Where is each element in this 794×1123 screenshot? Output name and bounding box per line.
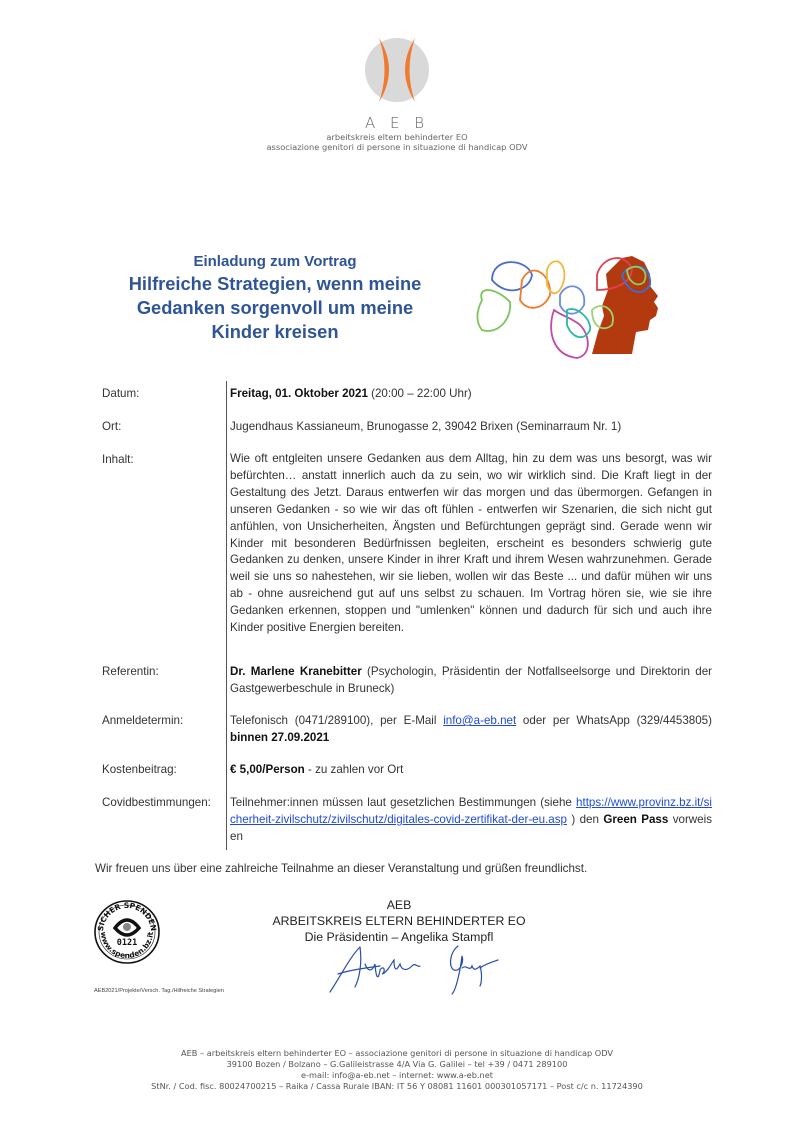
org-name-it: associazione genitori di persone in situazione di handicap ODV: [266, 142, 528, 152]
label-kostenbeitrag: Kostenbeitrag:: [102, 763, 177, 776]
value-datum: [230, 385, 712, 402]
org-logo: [0, 30, 794, 152]
price: € 5,00/Person: [230, 763, 305, 776]
title-line-3: Kinder kreisen: [211, 321, 339, 342]
speaker-info: (Psychologin, Präsidentin der Notfallseelsorge und Direktorin der Gastgewerbeschule in Bruneck): [230, 665, 713, 695]
covid-text-3: vorweisen: [230, 813, 712, 843]
sicher-spenden-seal: [93, 898, 161, 966]
label-anmeldetermin: Anmeldetermin:: [102, 714, 184, 727]
sign-signer: Die Präsidentin – Angelika Stampfl: [304, 930, 494, 944]
title-line-1: Hilfreiche Strategien, wenn meine: [128, 273, 422, 294]
time-range: (20:00 – 22:00 Uhr): [367, 387, 472, 400]
title-intro: Einladung zum Vortrag: [193, 253, 357, 270]
signature-block: [270, 897, 528, 945]
org-name-de: arbeitskreis eltern behinderter EO: [326, 132, 468, 142]
label-inhalt: Inhalt:: [102, 453, 134, 466]
sign-org-full: ARBEITSKREIS ELTERN BEHINDERTER EO: [272, 914, 526, 928]
green-pass: Green Pass: [603, 813, 669, 826]
table-divider: [226, 381, 227, 850]
footer-address: 39100 Bozen / Bolzano – G.Galileistrasse 4/A Via G. Galilei – tel +39 / 0471 289100: [226, 1059, 568, 1069]
title-line-2: Gedanken sorgenvoll um meine: [136, 297, 414, 318]
covid-text-2: ) den: [566, 813, 604, 826]
covid-text: Teilnehmer:innen müssen laut gesetzlichen Bestimmungen (siehe: [230, 796, 577, 809]
thinking-head-illustration: [472, 250, 672, 360]
registration-deadline: binnen 27.09.2021: [230, 731, 330, 744]
value-ort: Jugendhaus Kassianeum, Brunogasse 2, 39042 Brixen (Seminarraum Nr. 1): [230, 420, 622, 433]
value-inhalt: Wie oft entgleiten unsere Gedanken aus dem Alltag, hin zu dem was uns besorgt, was wir befürchten… anstatt innerlich auch da zu sein, wo wir wirklich sind. Die Kraft liegt in der Gestaltung des Jetzt. Daraus entwerfen wir das morgen und das übermorgen. Gefangen in unseren Gedanken - so wie wir das oft fühlen - entwerfen wir Szenarien, die sich nicht gut anfühlen, von Unsicherheiten, Ängsten und Befürchtungen geprägt sind. Gerade wenn wir Kinder mit besonderen Bedürfnissen begleiten, erscheint es besonders schwierig gute Gedanken zu denken, unsere Kinder in ihrer Kraft und ihrem Wesen wahrzunehmen. Gerade weil sie uns so nahestehen, wir sie lieben, wollen wir das Beste ... und dafür mühen wir uns ab - ohne ausreichend gut auf uns selbst zu schauen. Im Vortrag hören sie, wie sie ihre Gedanken erkennen, stoppen und "umlenken" können und dadurch für sich und auch ihre Kinder positive Energien bereiten.: [230, 452, 712, 635]
covid-info-link[interactable]: https://www.provinz.bz.it/sicherheit-zivilschutz/zivilschutz/digitales-covid-zertifikat-der-eu.asp: [230, 796, 712, 826]
value-kostenbeitrag: [230, 761, 712, 778]
label-referentin: Referentin:: [102, 665, 159, 678]
seal-top-text: SICHER SPENDEN: [95, 900, 159, 932]
footer-bank: StNr. / Cod. fisc. 80024700215 – Raika / Cassa Rurale IBAN: IT 56 Y 08081 11601 000301057171 – Post c/c n. 11724390: [151, 1081, 643, 1091]
invitation-title: [90, 252, 460, 344]
handwritten-signature: [320, 942, 500, 997]
value-anmeldetermin: [230, 712, 712, 746]
email-link[interactable]: info@a-eb.net: [443, 714, 517, 727]
logo-letters: A E B: [364, 114, 430, 132]
speaker-name: Dr. Marlene Kranebitter: [230, 665, 362, 678]
label-covid: Covidbestimmungen:: [102, 796, 211, 809]
footer-org: AEB – arbeitskreis eltern behinderter EO – associazione genitori di persone in situazione di handicap ODV: [181, 1048, 613, 1058]
registration-text: Telefonisch (0471/289100), per E-Mail: [230, 714, 444, 727]
seal-bottom-text: www.spenden.bz.it: [98, 931, 156, 961]
value-covid: [230, 794, 712, 845]
label-datum: Datum:: [102, 387, 140, 400]
sign-org-short: AEB: [386, 898, 412, 912]
value-referentin: [230, 663, 712, 697]
date-bold: Freitag, 01. Oktober 2021: [230, 387, 368, 400]
seal-number: 0121: [116, 938, 138, 948]
logo-circle-icon: [357, 30, 437, 110]
price-note: - zu zahlen vor Ort: [304, 763, 404, 776]
label-ort: Ort:: [102, 420, 122, 433]
document-reference: AEB2021/Projekte/Versch. Tag./Hilfreiche Strategien: [94, 988, 224, 994]
page-footer: [0, 1048, 794, 1092]
registration-text-2: oder per WhatsApp (329/4453805): [516, 714, 712, 727]
footer-contact: e-mail: info@a-eb.net – internet: www.a-eb.net: [301, 1070, 493, 1080]
closing-text: Wir freuen uns über eine zahlreiche Teilnahme an dieser Veranstaltung und grüßen freundlichst.: [95, 862, 588, 875]
